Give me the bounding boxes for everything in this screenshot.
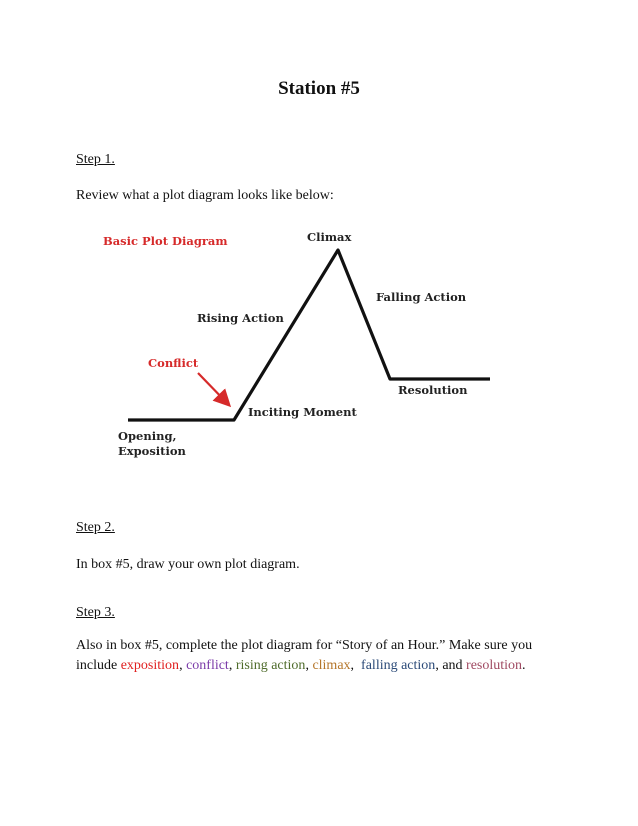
plot-diagram [94,224,504,472]
step3-heading: Step 3. [76,605,115,620]
conflict-label: Conflict [148,356,199,370]
conflict-arrow [198,373,228,404]
climax-label: Climax [307,230,352,244]
resolution-label: Resolution [398,383,468,397]
term-exposition: exposition [120,658,180,673]
term-resolution: resolution [466,658,523,673]
inciting-moment-label: Inciting Moment [248,405,357,419]
rising-action-label: Rising Action [197,311,284,325]
step3-text-a: Also in box #5, complete the plot diagram for “Story of an Hour.” Make sure you include [76,638,533,673]
step2-heading: Step 2. [76,520,115,535]
step3-paragraph [76,636,576,676]
step1-heading: Step 1. [76,152,115,167]
separator: , [179,658,187,673]
period: . [522,658,526,673]
separator: , [305,658,313,673]
term-climax: climax [312,658,351,673]
opening-label: Opening, [118,429,177,443]
term-rising-action: rising action [235,658,306,673]
separator: , [350,658,362,673]
separator: , [228,658,236,673]
term-conflict: conflict [186,658,229,673]
falling-action-label: Falling Action [376,290,467,304]
diagram-heading: Basic Plot Diagram [103,234,228,248]
term-falling-action: falling action [361,658,436,673]
exposition-label: Exposition [118,444,186,458]
step1-text: Review what a plot diagram looks like below: [76,188,334,203]
separator: , and [435,658,467,673]
step2-text: In box #5, draw your own plot diagram. [76,557,300,572]
page-title: Station #5 [278,78,360,99]
